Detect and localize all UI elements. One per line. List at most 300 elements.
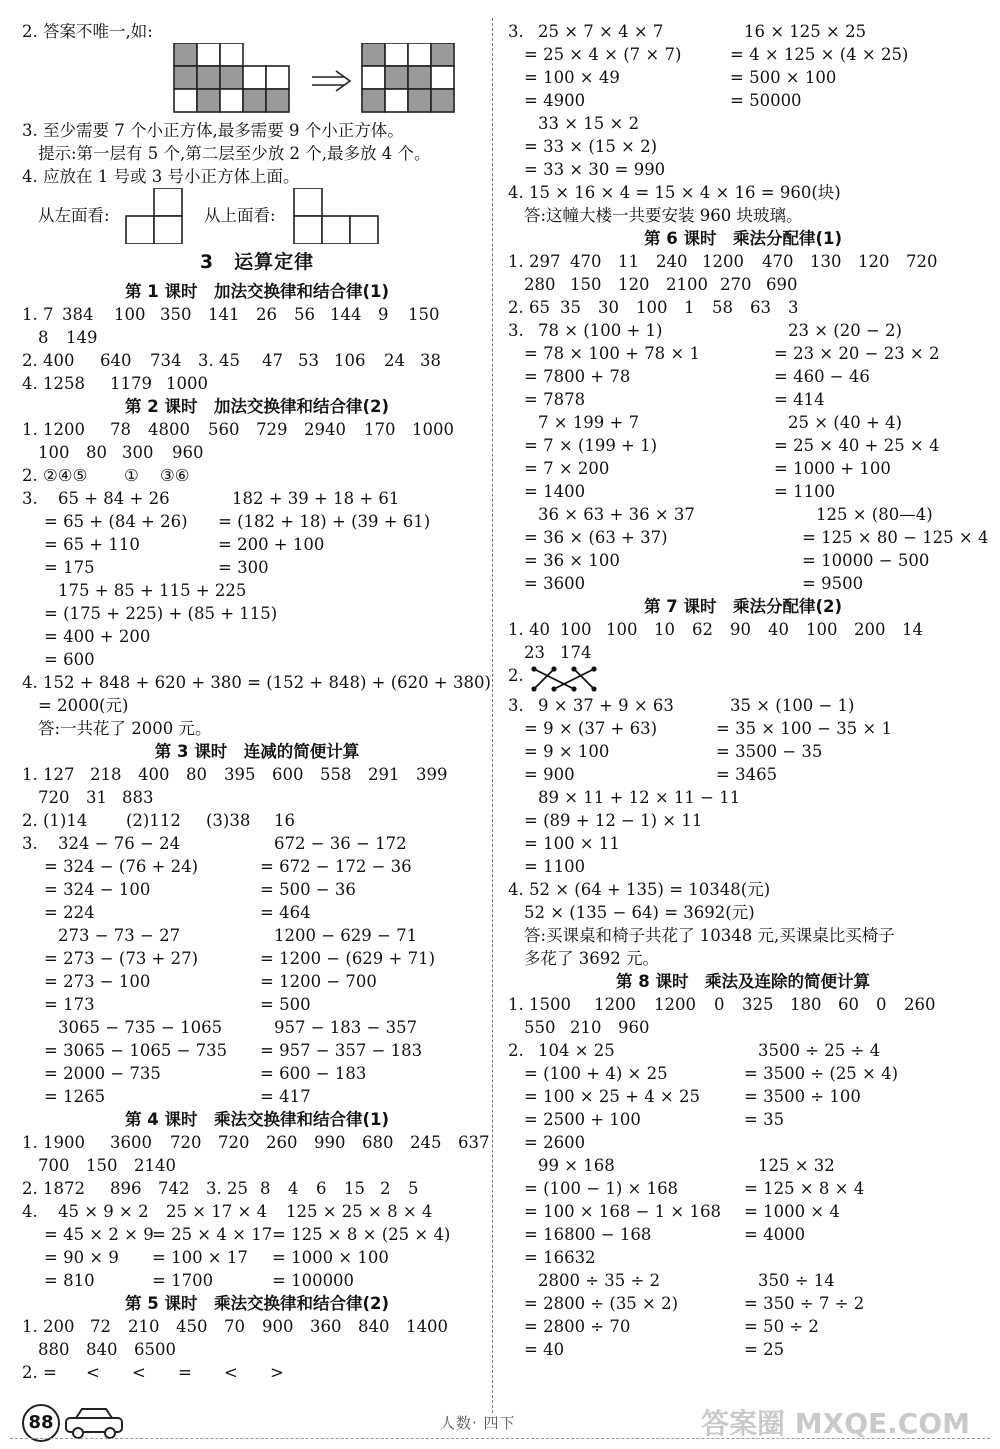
answer-text: 1200 bbox=[702, 252, 744, 271]
answer-text: 2. = bbox=[22, 1363, 57, 1382]
answer-text: = (89 + 12 − 1) × 11 bbox=[524, 811, 703, 830]
answer-text: 1200 bbox=[654, 995, 696, 1014]
answer-text: = (100 + 4) × 25 bbox=[524, 1064, 668, 1083]
answer-text: 170 bbox=[364, 420, 396, 439]
answer-text: 答:一共花了 2000 元。 bbox=[38, 719, 212, 738]
answer-text: 960 bbox=[172, 443, 204, 462]
answer-text: 6500 bbox=[134, 1340, 176, 1359]
answer-line bbox=[22, 142, 492, 165]
answer-line bbox=[508, 993, 978, 1016]
answer-text: = 3500 ÷ 100 bbox=[744, 1087, 861, 1106]
answer-text: = 45 × 2 × 9 bbox=[44, 1225, 154, 1244]
answer-text: 883 bbox=[122, 788, 154, 807]
answer-line bbox=[508, 1131, 978, 1154]
answer-text: 141 bbox=[208, 305, 240, 324]
answer-text: 33 × 15 × 2 bbox=[538, 114, 640, 133]
answer-text: 35 × (100 − 1) bbox=[730, 696, 855, 715]
answer-text: 325 bbox=[742, 995, 774, 1014]
answer-text: 9 × 37 + 9 × 63 bbox=[538, 696, 674, 715]
answer-text: 240 bbox=[656, 252, 688, 271]
answer-text: 多花了 3692 元。 bbox=[524, 949, 659, 968]
answer-text: 720 bbox=[38, 788, 70, 807]
answer-text: = 35 bbox=[744, 1110, 785, 1129]
lesson-heading: 第 7 课时 乘法分配律(2) bbox=[643, 597, 843, 616]
answer-text: 14 bbox=[902, 620, 923, 639]
answer-line bbox=[22, 349, 492, 372]
answer-text: 840 bbox=[86, 1340, 118, 1359]
answer-text: 600 bbox=[272, 765, 304, 784]
double-right-arrow-icon bbox=[312, 71, 350, 91]
answer-text: = 9 × (37 + 63) bbox=[524, 719, 658, 738]
answer-text: 2. (1)14 bbox=[22, 811, 88, 830]
answer-text: 2. 65 bbox=[508, 298, 550, 317]
answer-line bbox=[508, 1292, 978, 1315]
answer-text: = 7 × (199 + 1) bbox=[524, 436, 658, 455]
answer-line bbox=[22, 1154, 492, 1177]
answer-line bbox=[22, 1039, 492, 1062]
answer-line bbox=[508, 319, 978, 342]
answer-text: = bbox=[178, 1363, 192, 1382]
answer-text: 7 × 199 + 7 bbox=[538, 413, 640, 432]
answer-text: = 16632 bbox=[524, 1248, 596, 1267]
answer-text: 130 bbox=[810, 252, 842, 271]
answer-text: = 25 × 40 + 25 × 4 bbox=[774, 436, 940, 455]
answer-line bbox=[508, 342, 978, 365]
answer-text: 3. 45 bbox=[198, 351, 240, 370]
answer-text: = 33 × (15 × 2) bbox=[524, 137, 658, 156]
answer-text: = 672 − 172 − 36 bbox=[260, 857, 412, 876]
answer-text: = 1000 × 100 bbox=[272, 1248, 389, 1267]
answer-text: 4 bbox=[288, 1179, 299, 1198]
answer-text: = 2500 + 100 bbox=[524, 1110, 641, 1129]
answer-line bbox=[22, 970, 492, 993]
answer-line bbox=[508, 457, 978, 480]
answer-text: 360 bbox=[310, 1317, 342, 1336]
answer-text: 1. 127 bbox=[22, 765, 75, 784]
answer-text: 4. 15 × 16 × 4 = 15 × 4 × 16 = 960(块) bbox=[508, 183, 841, 202]
answer-text: 25 × (40 + 4) bbox=[788, 413, 902, 432]
answer-text: 31 bbox=[86, 788, 107, 807]
answer-line bbox=[22, 602, 492, 625]
answer-text: 4800 bbox=[148, 420, 190, 439]
answer-text: = 50 ÷ 2 bbox=[744, 1317, 819, 1336]
answer-line bbox=[508, 1039, 978, 1062]
answer-text: = 224 bbox=[44, 903, 95, 922]
answer-text: 470 bbox=[570, 252, 602, 271]
cube-figures bbox=[22, 43, 492, 119]
answer-text: 15 bbox=[344, 1179, 365, 1198]
answer-line bbox=[508, 250, 978, 273]
answer-line bbox=[22, 924, 492, 947]
column-divider bbox=[492, 18, 493, 1413]
series-text: 人数· 四下 bbox=[440, 1414, 516, 1432]
answer-text: 3. bbox=[22, 489, 38, 508]
answer-text: 3. bbox=[508, 696, 524, 715]
answer-line bbox=[22, 579, 492, 602]
answer-text: 100 bbox=[636, 298, 668, 317]
answer-text: 720 bbox=[170, 1133, 202, 1152]
answer-text: 80 bbox=[86, 443, 107, 462]
answer-text: ③⑥ bbox=[160, 466, 190, 485]
answer-text: 280 bbox=[524, 275, 556, 294]
answer-text: 210 bbox=[128, 1317, 160, 1336]
answer-text: = 175 bbox=[44, 558, 95, 577]
answer-text: 324 − 76 − 24 bbox=[58, 834, 181, 853]
answer-text: 52 × (135 − 64) = 3692(元) bbox=[524, 903, 755, 922]
answer-text: 125 × (80—4) bbox=[816, 505, 933, 524]
answer-line bbox=[508, 273, 978, 296]
answer-text: 990 bbox=[314, 1133, 346, 1152]
answer-text: = 1000 × 4 bbox=[744, 1202, 840, 1221]
answer-text: 3. bbox=[22, 834, 38, 853]
answer-line bbox=[508, 388, 978, 411]
answer-line bbox=[508, 503, 978, 526]
answer-text: = 414 bbox=[774, 390, 825, 409]
answer-text: = 4000 bbox=[744, 1225, 806, 1244]
answer-text: 144 bbox=[330, 305, 362, 324]
answer-line bbox=[22, 1062, 492, 1085]
answer-line bbox=[22, 878, 492, 901]
answer-text: 45 × 9 × 2 bbox=[58, 1202, 149, 1221]
answer-line bbox=[508, 365, 978, 388]
answer-line bbox=[508, 1016, 978, 1039]
top-view-grid bbox=[294, 188, 378, 244]
answer-line bbox=[508, 947, 978, 970]
answer-text: 4. 52 × (64 + 135) = 10348(元) bbox=[508, 880, 771, 899]
answer-line bbox=[22, 303, 492, 326]
page-number: 88 bbox=[22, 1404, 60, 1442]
answer-text: 273 − 73 − 27 bbox=[58, 926, 181, 945]
answer-text: = 1265 bbox=[44, 1087, 106, 1106]
answer-text: = 300 bbox=[218, 558, 269, 577]
answer-text: = 3500 − 35 bbox=[716, 742, 823, 761]
lesson-heading: 第 5 课时 乘法交换律和结合律(2) bbox=[124, 1294, 390, 1313]
answer-line bbox=[22, 901, 492, 924]
answer-text: 1000 bbox=[166, 374, 208, 393]
answer-text: 答:买课桌和椅子共花了 10348 元,买课桌比买椅子 bbox=[524, 926, 895, 945]
answer-line bbox=[22, 165, 492, 188]
answer-text: = 100 × 17 bbox=[152, 1248, 248, 1267]
answer-line bbox=[508, 434, 978, 457]
answer-text: 957 − 183 − 357 bbox=[274, 1018, 418, 1037]
watermark: 答案圈 MXQE.COM bbox=[701, 1407, 970, 1440]
answer-text: 291 bbox=[368, 765, 400, 784]
answer-line bbox=[508, 549, 978, 572]
answer-text: 4. bbox=[22, 1202, 38, 1221]
answer-text: < bbox=[132, 1363, 146, 1382]
answer-text: 350 ÷ 14 bbox=[758, 1271, 835, 1290]
answer-line bbox=[508, 717, 978, 740]
answer-line bbox=[508, 20, 978, 43]
matching-lines bbox=[526, 664, 646, 694]
lesson-heading: 第 3 课时 连减的简便计算 bbox=[154, 742, 360, 761]
answer-text: = 3600 bbox=[524, 574, 586, 593]
answer-text: = 100000 bbox=[272, 1271, 355, 1290]
lesson-heading: 第 6 课时 乘法分配律(1) bbox=[643, 229, 843, 248]
answer-text: 100 bbox=[38, 443, 70, 462]
answer-line bbox=[22, 510, 492, 533]
answer-text: = 3065 − 1065 − 735 bbox=[44, 1041, 228, 1060]
answer-text: 245 bbox=[410, 1133, 442, 1152]
answer-line bbox=[508, 181, 978, 204]
answer-line bbox=[508, 901, 978, 924]
answer-line bbox=[22, 1338, 492, 1361]
answer-text: 150 bbox=[86, 1156, 118, 1175]
answer-text: = 460 − 46 bbox=[774, 367, 870, 386]
answer-text: = 36 × 100 bbox=[524, 551, 620, 570]
answer-text: = 273 − 100 bbox=[44, 972, 151, 991]
footer-dashed-line bbox=[10, 1438, 990, 1439]
answer-text: 3. 25 bbox=[206, 1179, 248, 1198]
answer-text: = 125 × 8 × (25 × 4) bbox=[272, 1225, 451, 1244]
answer-text: = 500 − 36 bbox=[260, 880, 356, 899]
answer-text: 78 bbox=[110, 420, 131, 439]
answer-text: 174 bbox=[560, 643, 592, 662]
answer-text: = 600 − 183 bbox=[260, 1064, 367, 1083]
answer-text: = 810 bbox=[44, 1271, 95, 1290]
answer-line bbox=[22, 1315, 492, 1338]
answer-text: 896 bbox=[110, 1179, 142, 1198]
answer-line bbox=[22, 625, 492, 648]
answer-text: = 1000 + 100 bbox=[774, 459, 891, 478]
answer-text: 70 bbox=[224, 1317, 245, 1336]
answer-text: 23 bbox=[524, 643, 545, 662]
answer-text: 2100 bbox=[666, 275, 708, 294]
answer-text: 260 bbox=[266, 1133, 298, 1152]
answer-text: 100 bbox=[606, 620, 638, 639]
answer-text: 8 bbox=[260, 1179, 271, 1198]
answer-text: 26 bbox=[256, 305, 277, 324]
answer-line bbox=[22, 671, 492, 694]
answer-text: 400 bbox=[138, 765, 170, 784]
answer-text: 150 bbox=[570, 275, 602, 294]
answer-text: 90 bbox=[730, 620, 751, 639]
answer-text: 1 bbox=[684, 298, 695, 317]
answer-text: 72 bbox=[90, 1317, 111, 1336]
answer-text: 0 bbox=[876, 995, 887, 1014]
answer-text: 10 bbox=[654, 620, 675, 639]
answer-text: 99 × 168 bbox=[538, 1156, 615, 1175]
answer-text: 6 bbox=[316, 1179, 327, 1198]
answer-line bbox=[508, 1154, 978, 1177]
answer-text: 1. 1500 bbox=[508, 995, 571, 1014]
answer-line bbox=[508, 763, 978, 786]
answer-text: = 100 × 49 bbox=[524, 68, 620, 87]
answer-text: 53 bbox=[298, 351, 319, 370]
answer-text: = 35 × 100 − 35 × 1 bbox=[716, 719, 892, 738]
answer-text: 640 bbox=[100, 351, 132, 370]
answer-text: 80 bbox=[186, 765, 207, 784]
answer-text: 300 bbox=[122, 443, 154, 462]
answer-line bbox=[508, 878, 978, 901]
answer-text: = 25 × 4 × (7 × 7) bbox=[524, 45, 682, 64]
answer-text: = 173 bbox=[44, 995, 95, 1014]
answer-line bbox=[22, 441, 492, 464]
answer-line bbox=[508, 694, 978, 717]
answer-text: 720 bbox=[906, 252, 938, 271]
answer-text: 1. 40 bbox=[508, 620, 550, 639]
answer-line bbox=[508, 786, 978, 809]
answer-line bbox=[22, 326, 492, 349]
answer-text: = 500 bbox=[260, 995, 311, 1014]
answer-text: 100 bbox=[560, 620, 592, 639]
left-view-grid bbox=[126, 188, 182, 244]
answer-text: 734 bbox=[150, 351, 182, 370]
answer-text: 180 bbox=[790, 995, 822, 1014]
answer-text: = 125 × 80 − 125 × 4 bbox=[802, 528, 989, 547]
answer-text: = 324 − 100 bbox=[44, 880, 151, 899]
answer-text: = 1400 bbox=[524, 482, 586, 501]
answer-text: 672 − 36 − 172 bbox=[274, 834, 407, 853]
answer-text: = 2000 − 735 bbox=[44, 1064, 161, 1083]
answer-text: = (175 + 225) + (85 + 115) bbox=[44, 604, 278, 623]
page-footer bbox=[0, 1398, 1000, 1449]
answer-text: 3. 至少需要 7 个小正方体,最多需要 9 个小正方体。 bbox=[22, 121, 404, 140]
answer-text: 2. 1872 bbox=[22, 1179, 85, 1198]
answer-text: 62 bbox=[692, 620, 713, 639]
answer-text: 60 bbox=[838, 995, 859, 1014]
answer-line bbox=[22, 418, 492, 441]
answer-line bbox=[22, 464, 492, 487]
answer-line bbox=[508, 832, 978, 855]
answer-text: 637 bbox=[458, 1133, 490, 1152]
answer-text: 答:这幢大楼一共要安装 960 块玻璃。 bbox=[524, 206, 803, 225]
answer-line bbox=[508, 1200, 978, 1223]
answer-text: 100 bbox=[806, 620, 838, 639]
answer-line bbox=[508, 855, 978, 878]
answer-line bbox=[22, 763, 492, 786]
answer-line bbox=[508, 158, 978, 181]
answer-text: = (182 + 18) + (39 + 61) bbox=[218, 512, 431, 531]
answer-line bbox=[22, 1085, 492, 1108]
answer-text: 3. bbox=[508, 321, 524, 340]
answer-text: 36 × 63 + 36 × 37 bbox=[538, 505, 695, 524]
answer-text: = 4900 bbox=[524, 91, 586, 110]
answer-text: 150 bbox=[408, 305, 440, 324]
answer-text: = (100 − 1) × 168 bbox=[524, 1179, 679, 1198]
answer-text: = 23 × 20 − 23 × 2 bbox=[774, 344, 940, 363]
answer-line bbox=[22, 372, 492, 395]
answer-line bbox=[508, 411, 978, 434]
answer-text: = 50000 bbox=[730, 91, 802, 110]
answer-text: 4. 应放在 1 号或 3 号小正方体上面。 bbox=[22, 167, 300, 186]
answer-text: = 65 + 110 bbox=[44, 535, 140, 554]
answer-text: 1200 − 629 − 71 bbox=[274, 926, 418, 945]
answer-text: 470 bbox=[762, 252, 794, 271]
lesson-heading: 第 2 课时 加法交换律和结合律(2) bbox=[124, 397, 390, 416]
answer-text: 175 + 85 + 115 + 225 bbox=[58, 581, 247, 600]
answer-text: 125 × 25 × 8 × 4 bbox=[286, 1202, 433, 1221]
answer-line bbox=[22, 648, 492, 671]
answer-text: = 400 + 200 bbox=[44, 627, 151, 646]
answer-line bbox=[508, 1062, 978, 1085]
answer-text: = 2000(元) bbox=[38, 696, 129, 715]
answer-line bbox=[22, 855, 492, 878]
answer-text: 1. 200 bbox=[22, 1317, 75, 1336]
answer-text: 960 bbox=[618, 1018, 650, 1037]
answer-text: = 36 × (63 + 37) bbox=[524, 528, 668, 547]
answer-text: 3600 bbox=[110, 1133, 152, 1152]
answer-line bbox=[508, 572, 978, 595]
answer-text: = 78 × 100 + 78 × 1 bbox=[524, 344, 700, 363]
answer-text: 9 bbox=[378, 305, 389, 324]
chapter-title: 3 运算定律 bbox=[199, 251, 315, 273]
answer-text: 2. bbox=[508, 1041, 524, 1060]
answer-text: 16 × 125 × 25 bbox=[744, 22, 867, 41]
answer-text: > bbox=[270, 1363, 284, 1382]
answer-line bbox=[22, 1223, 492, 1246]
answer-line bbox=[22, 1246, 492, 1269]
answer-text: 3. bbox=[508, 22, 524, 41]
answer-text: = 1100 bbox=[524, 857, 586, 876]
lesson-heading: 第 1 课时 加法交换律和结合律(1) bbox=[124, 282, 390, 301]
answer-text: 2940 bbox=[304, 420, 346, 439]
answer-text: = 7 × 200 bbox=[524, 459, 610, 478]
answer-line bbox=[22, 1016, 492, 1039]
answer-text: (3)38 bbox=[206, 811, 251, 830]
answer-text: 384 bbox=[62, 305, 94, 324]
answer-text: = 3500 ÷ (25 × 4) bbox=[744, 1064, 899, 1083]
answer-text: 23 × (20 − 2) bbox=[788, 321, 902, 340]
answer-text: = 464 bbox=[260, 903, 311, 922]
answer-text: = 273 − (73 + 27) bbox=[44, 949, 199, 968]
answer-text: 1. 297 bbox=[508, 252, 561, 271]
answer-text: 16 bbox=[274, 811, 295, 830]
answer-text: 3500 ÷ 25 ÷ 4 bbox=[758, 1041, 881, 1060]
answer-line bbox=[22, 786, 492, 809]
answer-line bbox=[508, 1108, 978, 1131]
answer-text: 5 bbox=[408, 1179, 419, 1198]
answer-text: = 2800 ÷ (35 × 2) bbox=[524, 1294, 679, 1313]
answer-text: = 33 × 30 = 990 bbox=[524, 160, 666, 179]
answer-text: 4. 152 + 848 + 620 + 380 = (152 + 848) + (620 + 380) bbox=[22, 673, 491, 692]
answer-line bbox=[508, 43, 978, 66]
lesson-heading: 第 4 课时 乘法交换律和结合律(1) bbox=[124, 1110, 390, 1129]
answer-text: = 1200 − (629 + 71) bbox=[260, 949, 436, 968]
answer-line bbox=[22, 717, 492, 740]
answer-line bbox=[508, 641, 978, 664]
answer-text: = 7800 + 78 bbox=[524, 367, 631, 386]
answer-text: 24 bbox=[384, 351, 405, 370]
answer-text: = 2800 ÷ 70 bbox=[524, 1317, 631, 1336]
answer-line bbox=[508, 135, 978, 158]
answer-line bbox=[508, 1338, 978, 1361]
answer-text: 450 bbox=[176, 1317, 208, 1336]
answer-text: 106 bbox=[334, 351, 366, 370]
answer-text: 3065 − 735 − 1065 bbox=[58, 1018, 223, 1037]
answer-line bbox=[508, 1315, 978, 1338]
question-number: 2. bbox=[508, 666, 524, 685]
answer-text: 40 bbox=[768, 620, 789, 639]
answer-text: = 25 × 4 × 17 bbox=[152, 1225, 273, 1244]
answer-text: 149 bbox=[66, 328, 98, 347]
answer-text: = 2600 bbox=[524, 1133, 586, 1152]
answer-text: 100 bbox=[114, 305, 146, 324]
answer-text: 900 bbox=[262, 1317, 294, 1336]
answer-text: 2. 400 bbox=[22, 351, 75, 370]
answer-text: 729 bbox=[256, 420, 288, 439]
answer-line bbox=[22, 487, 492, 510]
answer-text: 1179 bbox=[110, 374, 152, 393]
answer-text: = 9 × 100 bbox=[524, 742, 610, 761]
answer-text: 3 bbox=[788, 298, 799, 317]
answer-text: = 7878 bbox=[524, 390, 586, 409]
answer-text: 4. 1258 bbox=[22, 374, 85, 393]
answer-text: 2 bbox=[380, 1179, 391, 1198]
answer-text: 58 bbox=[712, 298, 733, 317]
answer-text: 560 bbox=[208, 420, 240, 439]
answer-text: 35 bbox=[560, 298, 581, 317]
